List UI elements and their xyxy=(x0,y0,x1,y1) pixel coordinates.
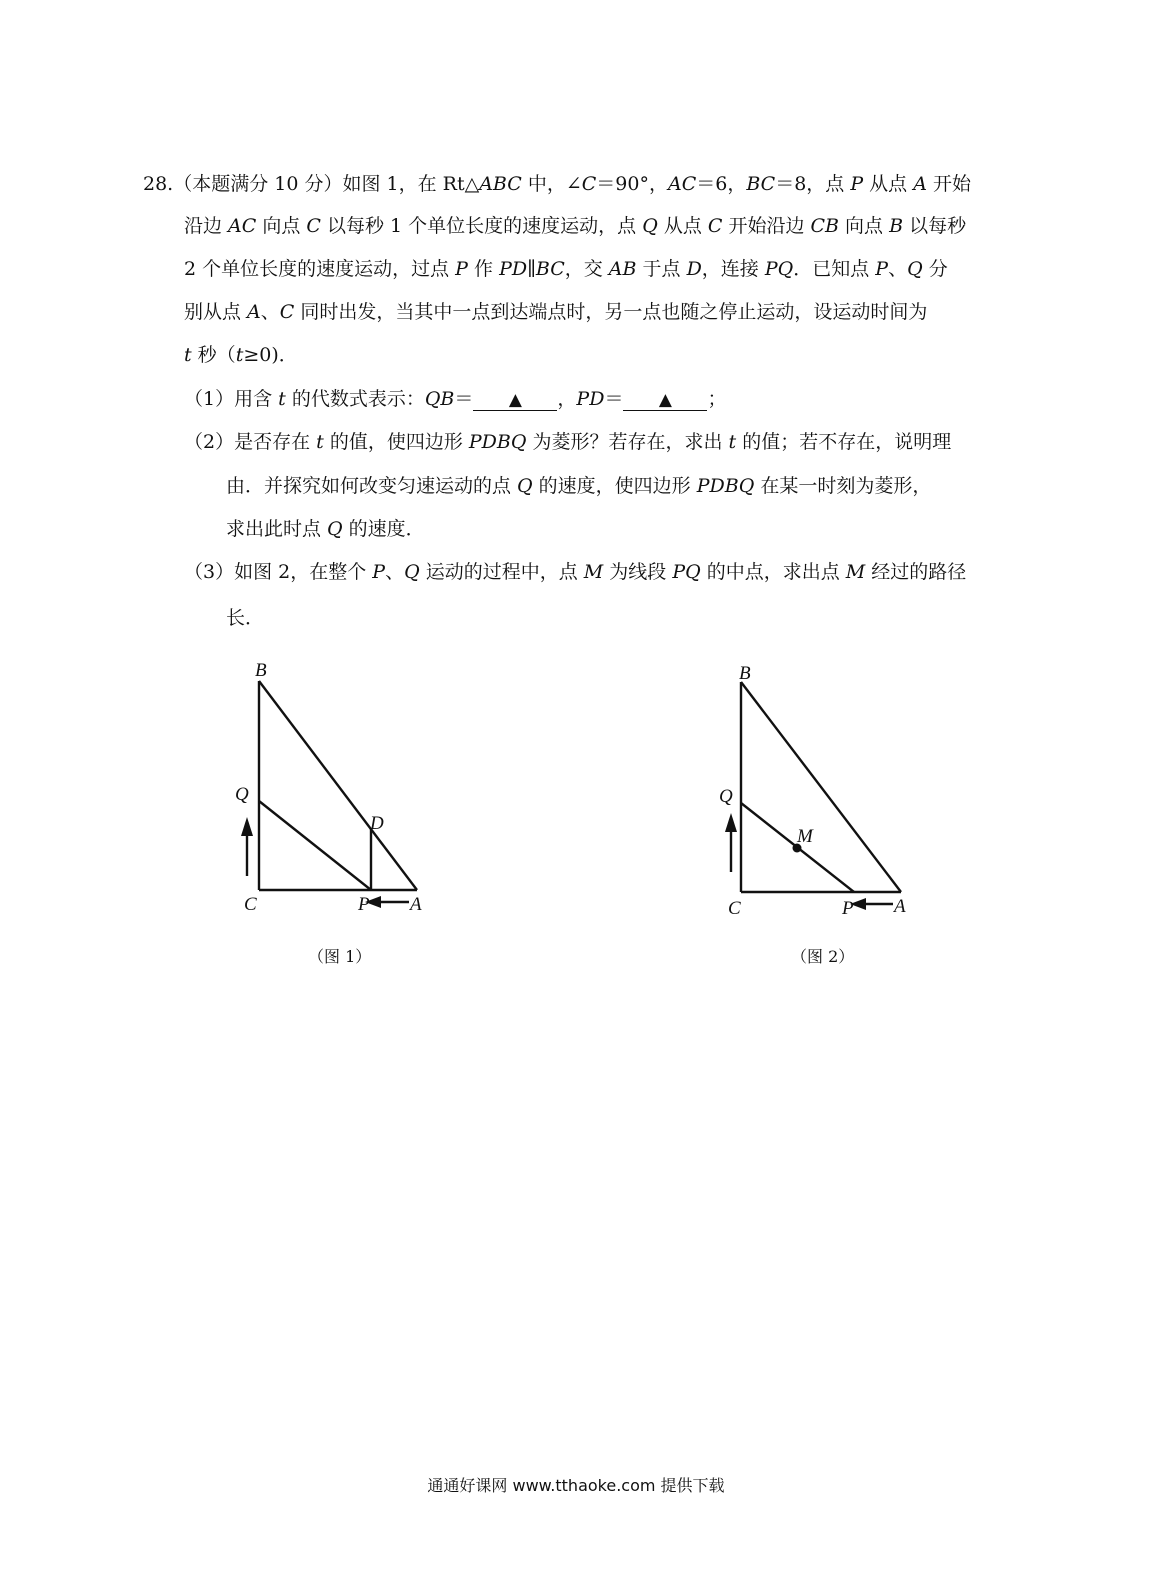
part1-line: （1）用含 t 的代数式表示：QB＝ ▲ ，PD＝ ▲ ； xyxy=(184,388,727,410)
problem-line-2: 沿边 AC 向点 C 以每秒 1 个单位长度的速度运动，点 Q 从点 C 开始沿边 CB 向点 B 以每秒 xyxy=(184,215,967,237)
fig2-label-a: A xyxy=(894,896,906,917)
answer-blank-pd: ▲ xyxy=(623,390,707,411)
fig1-label-c: C xyxy=(244,894,257,915)
problem-line-5: t 秒（t≥0)． xyxy=(184,344,298,366)
part3-number: （3） xyxy=(184,561,235,583)
fig2-label-b: B xyxy=(739,663,751,684)
problem-line-4: 别从点 A、C 同时出发，当其中一点到达端点时，另一点也随之停止运动，设运动时间为 xyxy=(184,301,928,323)
fig2-label-c: C xyxy=(728,898,741,919)
fig1-label-a: A xyxy=(410,894,422,915)
problem-line-3: 2 个单位长度的速度运动，过点 P 作 PD∥BC，交 AB 于点 D，连接 PQ．已知点 P、Q 分 xyxy=(184,258,948,280)
problem-number: 28. xyxy=(143,173,174,195)
part2-line-2: 由．并探究如何改变匀速运动的点 Q 的速度，使四边形 PDBQ 在某一时刻为菱形， xyxy=(226,475,932,497)
fig1-label-q: Q xyxy=(235,784,249,805)
part3-line-1: （3）如图 2，在整个 P、Q 运动的过程中，点 M 为线段 PQ 的中点，求出点 M 经过的路径 xyxy=(184,561,967,583)
problem-line-1: 28.（本题满分 10 分）如图 1，在 Rt△ABC 中，∠C＝90°，AC＝6，BC＝8，点 P 从点 A 开始 xyxy=(143,173,972,195)
fig2-side-ab xyxy=(741,682,901,892)
page-footer: 通通好课网 www.tthaoke.com 提供下载 xyxy=(427,1476,725,1495)
fig2-label-q: Q xyxy=(719,786,733,807)
part1-number: （1） xyxy=(184,388,235,410)
fig1-label-b: B xyxy=(255,660,267,681)
part2-number: （2） xyxy=(184,431,235,453)
answer-blank-qb: ▲ xyxy=(473,390,557,411)
fig2-caption: （图 2） xyxy=(791,947,855,966)
fig2-label-p: P xyxy=(842,898,854,919)
fig1-label-d: D xyxy=(370,813,384,834)
fig2-arrow-q-head xyxy=(725,813,737,832)
part2-line-3: 求出此时点 Q 的速度． xyxy=(226,518,425,540)
fig1-caption: （图 1） xyxy=(308,947,372,966)
part3-line-2: 长． xyxy=(226,607,265,629)
fig1-label-p: P xyxy=(358,894,370,915)
part2-line-1: （2）是否存在 t 的值，使四边形 PDBQ 为菱形？若存在，求出 t 的值；若不存在，说明理 xyxy=(184,431,952,453)
fig2-label-m: M xyxy=(797,826,813,847)
